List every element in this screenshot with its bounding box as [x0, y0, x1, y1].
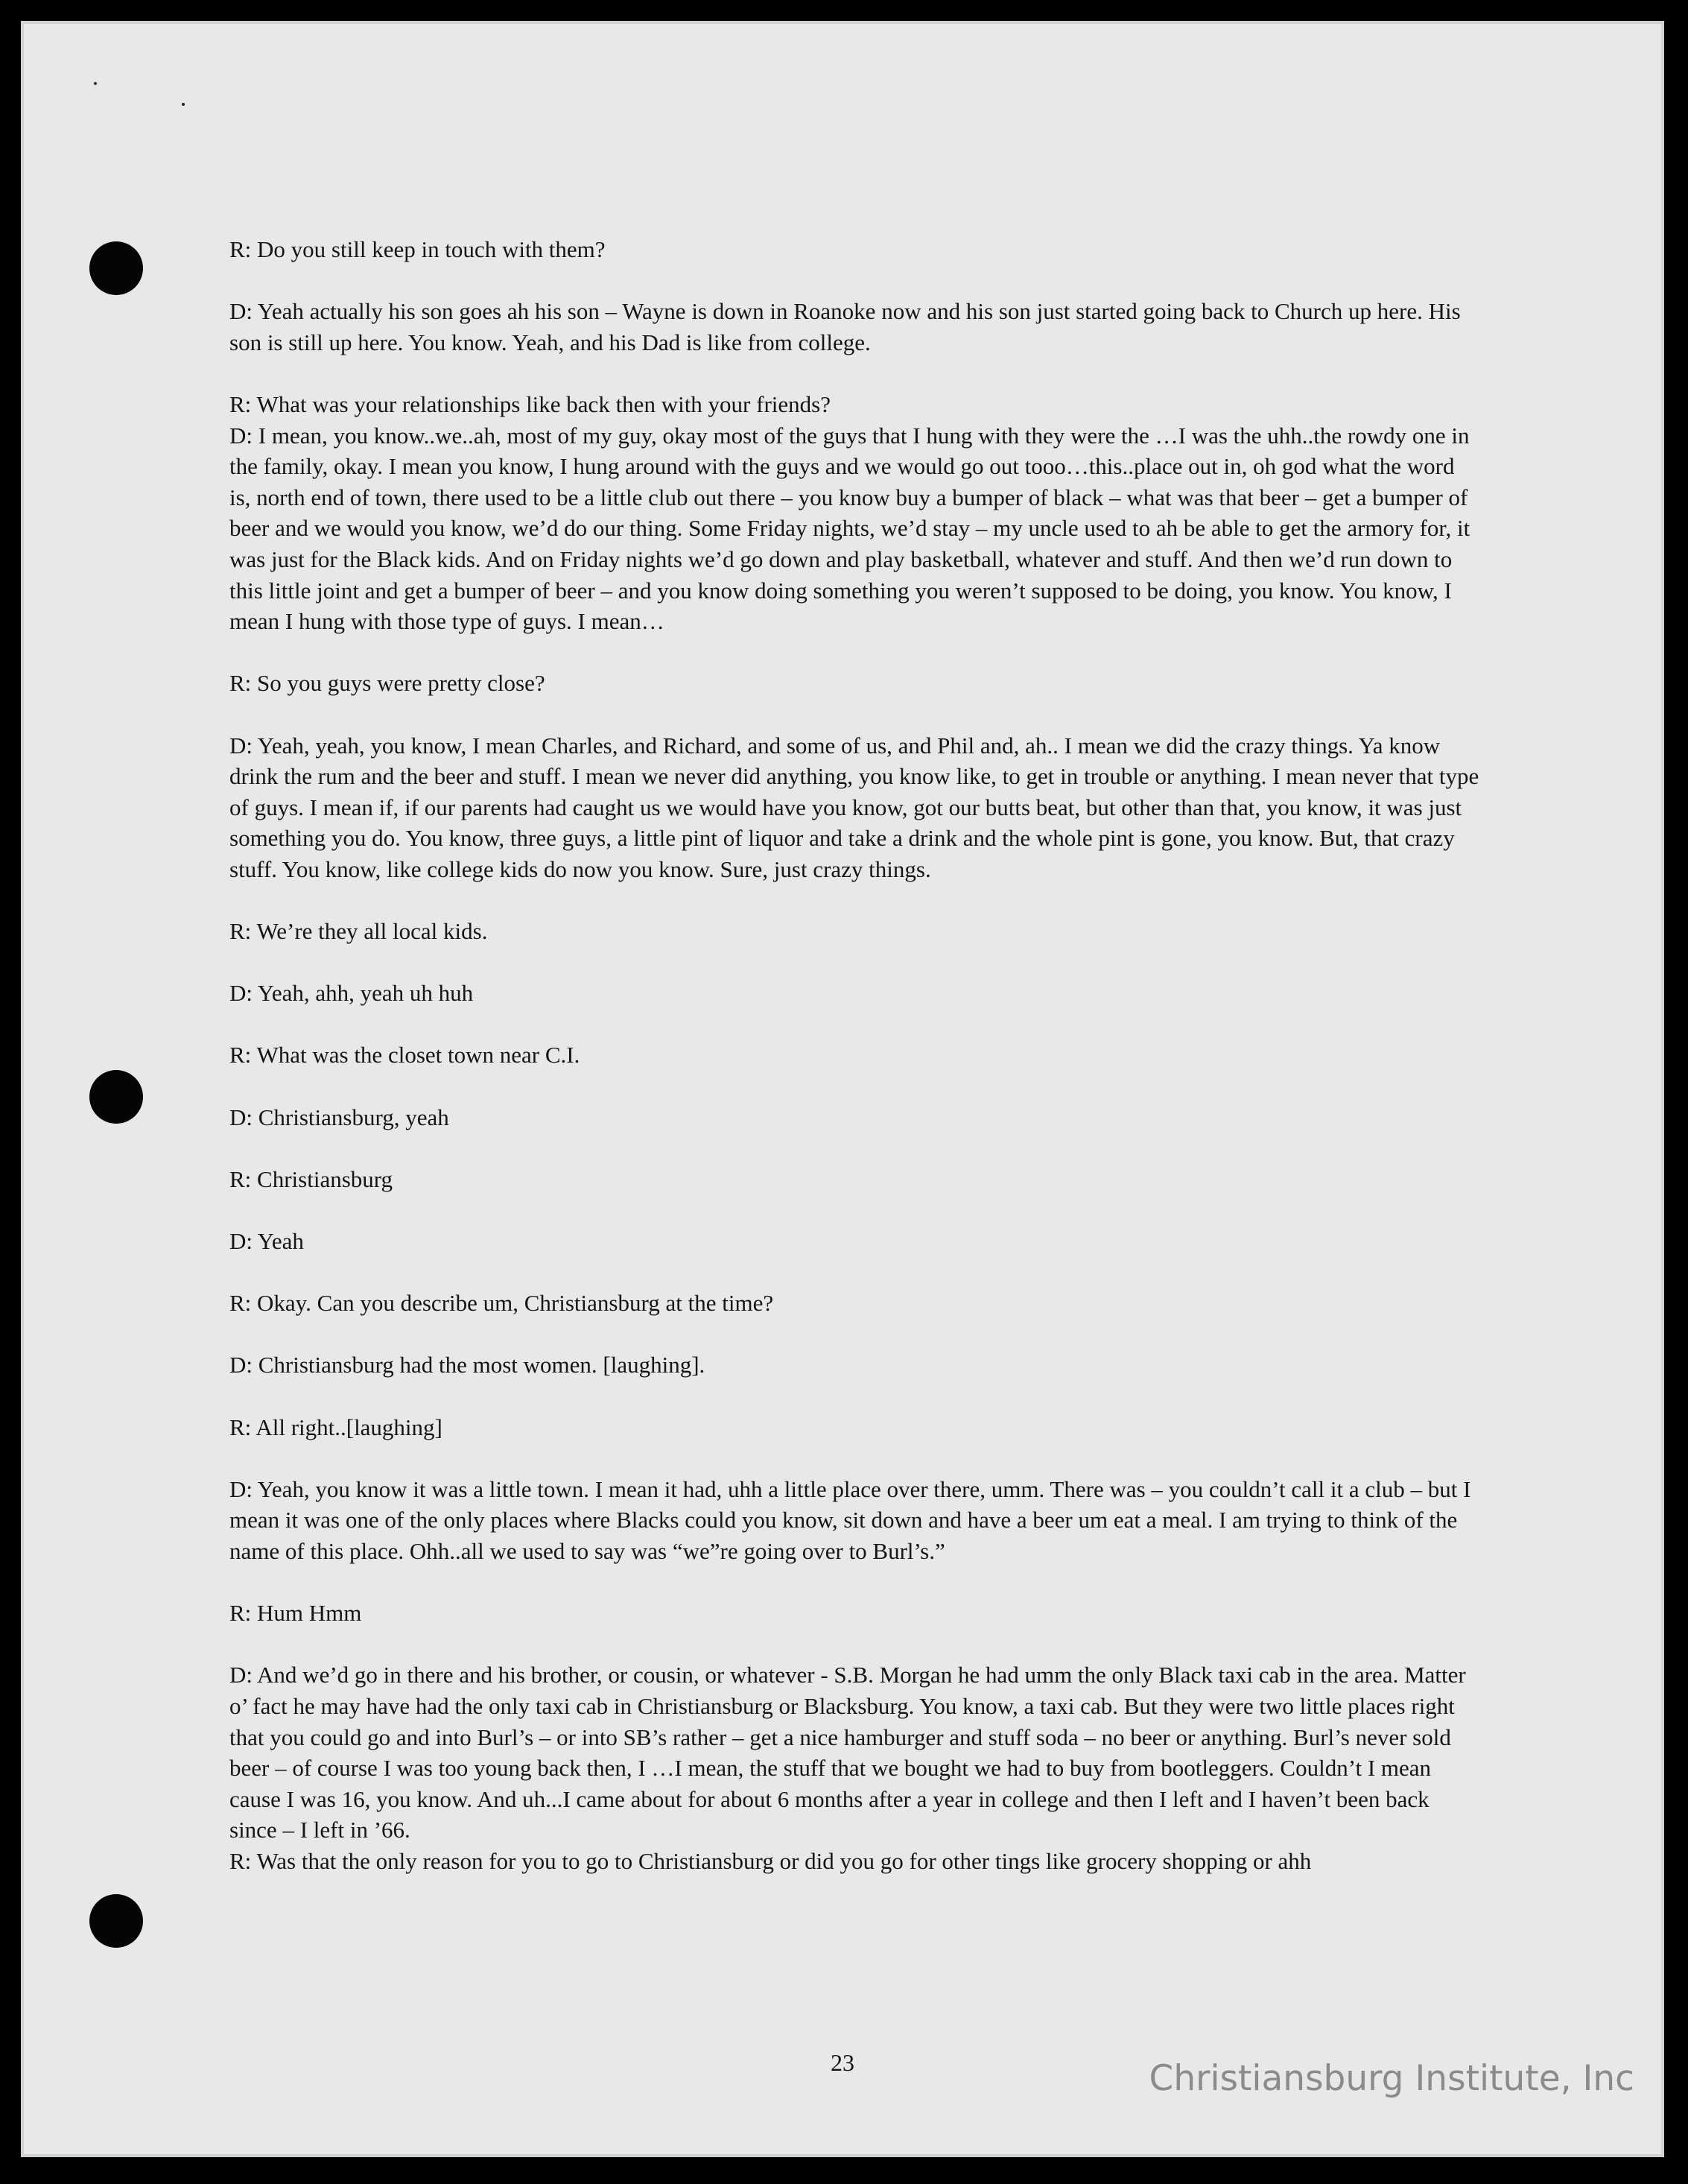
transcript-paragraph: D: And we’d go in there and his brother, or cousin, or whatever - S.B. Morgan he had umm the only Black taxi cab in the area. Matter o’ fact he may have had the only taxi cab in Christiansburg or Blacksburg. You know, a taxi cab. But they were two little places right that you could go and into Burl’s – or into SB’s rather – get a nice hamburger and stuff soda – no beer or anything. Burl’s never sold beer – of course I was too young back then, I …I mean, the stuff that we bought we had to buy from bootleggers. Couldn’t I mean cause I was 16, you know. And uh...I came about for about 6 months after a year in college and then I left and I haven’t been back since – I left in ’66.: [229, 1662, 1466, 1843]
transcript-paragraph: D: Christiansburg had the most women. [laughing].: [229, 1352, 705, 1379]
transcript-paragraph: R: Hum Hmm: [229, 1600, 362, 1627]
binder-hole-middle: [89, 1070, 143, 1124]
transcript-paragraph: D: Yeah, ahh, yeah uh huh: [229, 980, 474, 1007]
transcript-paragraph: D: Christiansburg, yeah: [229, 1104, 449, 1130]
transcript-paragraph: D: Yeah: [229, 1228, 304, 1254]
transcript-body: [229, 234, 1481, 1876]
transcript-paragraph: D: I mean, you know..we..ah, most of my guy, okay most of the guys that I hung with they were the …I was the uhh..the rowdy one in the family, okay. I mean you know, I hung around with the guys and we would go out tooo…this..place out in, oh god what the word is, north end of town, there used to be a little club out there – you know buy a bumper of black – what was that beer – get a bumper of beer and we would you know, we’d do our thing. Some Friday nights, we’d stay – my uncle used to ah be able to get the armory for, it was just for the Black kids. And on Friday nights we’d go down and play basketball, whatever and stuff. And then we’d run down to this little joint and get a bumper of beer – and you know doing something you weren’t supposed to be doing, you know. You know, I mean I hung with those type of guys. I mean…: [229, 422, 1470, 635]
transcript-paragraph: R: What was your relationships like back then with your friends?: [229, 390, 831, 417]
transcript-paragraph: R: So you guys were pretty close?: [229, 670, 545, 697]
transcript-paragraph: R: We’re they all local kids.: [229, 918, 488, 945]
paper-speck: [94, 82, 97, 85]
paper-speck: [182, 103, 185, 106]
binder-hole-top: [89, 241, 143, 295]
binder-hole-bottom: [89, 1894, 143, 1948]
transcript-paragraph: R: What was the closet town near C.I.: [229, 1042, 580, 1069]
transcript-paragraph: D: Yeah, you know it was a little town. I mean it had, uhh a little place over there, umm. There was – you couldn’t call it a club – but I mean it was one of the only places where Blacks could you know, sit down and have a beer um eat a meal. I am trying to think of the name of this place. Ohh..all we used to say was “we”re going over to Burl’s.”: [229, 1475, 1471, 1564]
transcript-paragraph: D: Yeah actually his son goes ah his son – Wayne is down in Roanoke now and his son just started going back to Church up here. His son is still up here. You know. Yeah, and his Dad is like from college.: [229, 298, 1461, 355]
transcript-paragraph: R: Was that the only reason for you to go to Christiansburg or did you go for other tings like grocery shopping or ahh: [229, 1847, 1312, 1874]
page-number: 23: [831, 2049, 854, 2076]
transcript-paragraph: R: Okay. Can you describe um, Christiansburg at the time?: [229, 1290, 774, 1317]
transcript-paragraph: R: Do you still keep in touch with them?: [229, 236, 606, 262]
document-page: [21, 21, 1664, 2157]
transcript-paragraph: D: Yeah, yeah, you know, I mean Charles, and Richard, and some of us, and Phil and, ah.. I mean we did the crazy things. Ya know drink the rum and the beer and stuff. I mean we never did anything, you know like, to get in trouble or anything. I mean never that type of guys. I mean if, if our parents had caught us we would have you know, got our butts beat, but other than that, you know, it was just something you do. You know, three guys, a little pint of liquor and take a drink and the whole pint is gone, you know. But, that crazy stuff. You know, like college kids do now you know. Sure, just crazy things.: [229, 732, 1479, 882]
transcript-paragraph: R: All right..[laughing]: [229, 1414, 442, 1440]
watermark: Christiansburg Institute, Inc: [1149, 2058, 1634, 2099]
transcript-paragraph: R: Christiansburg: [229, 1165, 393, 1192]
